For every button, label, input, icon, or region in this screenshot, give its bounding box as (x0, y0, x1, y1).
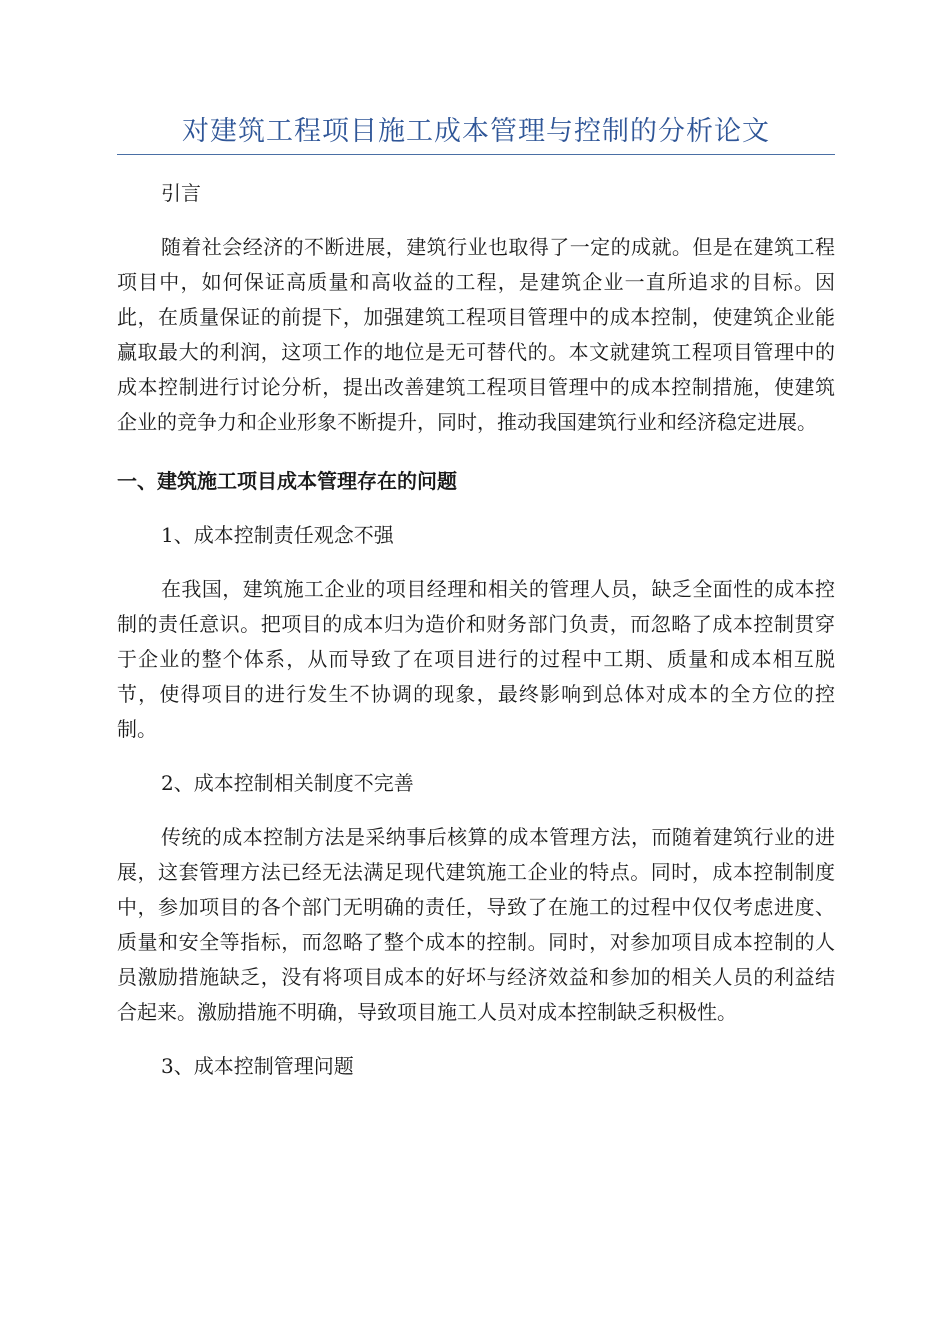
subsection-paragraph-2: 传统的成本控制方法是采纳事后核算的成本管理方法，而随着建筑行业的进展，这套管理方法已经无法满足现代建筑施工企业的特点。同时，成本控制制度中，参加项目的各个部门无明确的责任，导致了在施工的过程中仅仅考虑进度、质量和安全等指标，而忽略了整个成本的控制。同时，对参加项目成本控制的人员激励措施缺乏，没有将项目成本的好坏与经济效益和参加的相关人员的利益结合起来。激励措施不明确，导致项目施工人员对成本控制缺乏积极性。 (117, 825, 835, 1024)
intro-label: 引言 (161, 181, 201, 205)
document-body (117, 176, 835, 1084)
subsection-title-3: 3、成本控制管理问题 (161, 1054, 354, 1078)
section-heading: 一、建筑施工项目成本管理存在的问题 (117, 469, 457, 493)
subsection-title-1: 1、成本控制责任观念不强 (161, 523, 394, 547)
subsection-paragraph-1: 在我国，建筑施工企业的项目经理和相关的管理人员，缺乏全面性的成本控制的责任意识。把项目的成本归为造价和财务部门负责，而忽略了成本控制贯穿于企业的整个体系，从而导致了在项目进行的过程中工期、质量和成本相互脱节，使得项目的进行发生不协调的现象，最终影响到总体对成本的全方位的控制。 (117, 577, 835, 741)
title-divider (117, 154, 835, 155)
intro-paragraph: 随着社会经济的不断进展，建筑行业也取得了一定的成就。但是在建筑工程项目中，如何保证高质量和高收益的工程，是建筑企业一直所追求的目标。因此，在质量保证的前提下，加强建筑工程项目管理中的成本控制，使建筑企业能赢取最大的利润，这项工作的地位是无可替代的。本文就建筑工程项目管理中的成本控制进行讨论分析，提出改善建筑工程项目管理中的成本控制措施，使建筑企业的竞争力和企业形象不断提升，同时，推动我国建筑行业和经济稳定进展。 (117, 235, 835, 434)
document-title: 对建筑工程项目施工成本管理与控制的分析论文 (182, 116, 770, 147)
subsection-title-2: 2、成本控制相关制度不完善 (161, 771, 414, 795)
